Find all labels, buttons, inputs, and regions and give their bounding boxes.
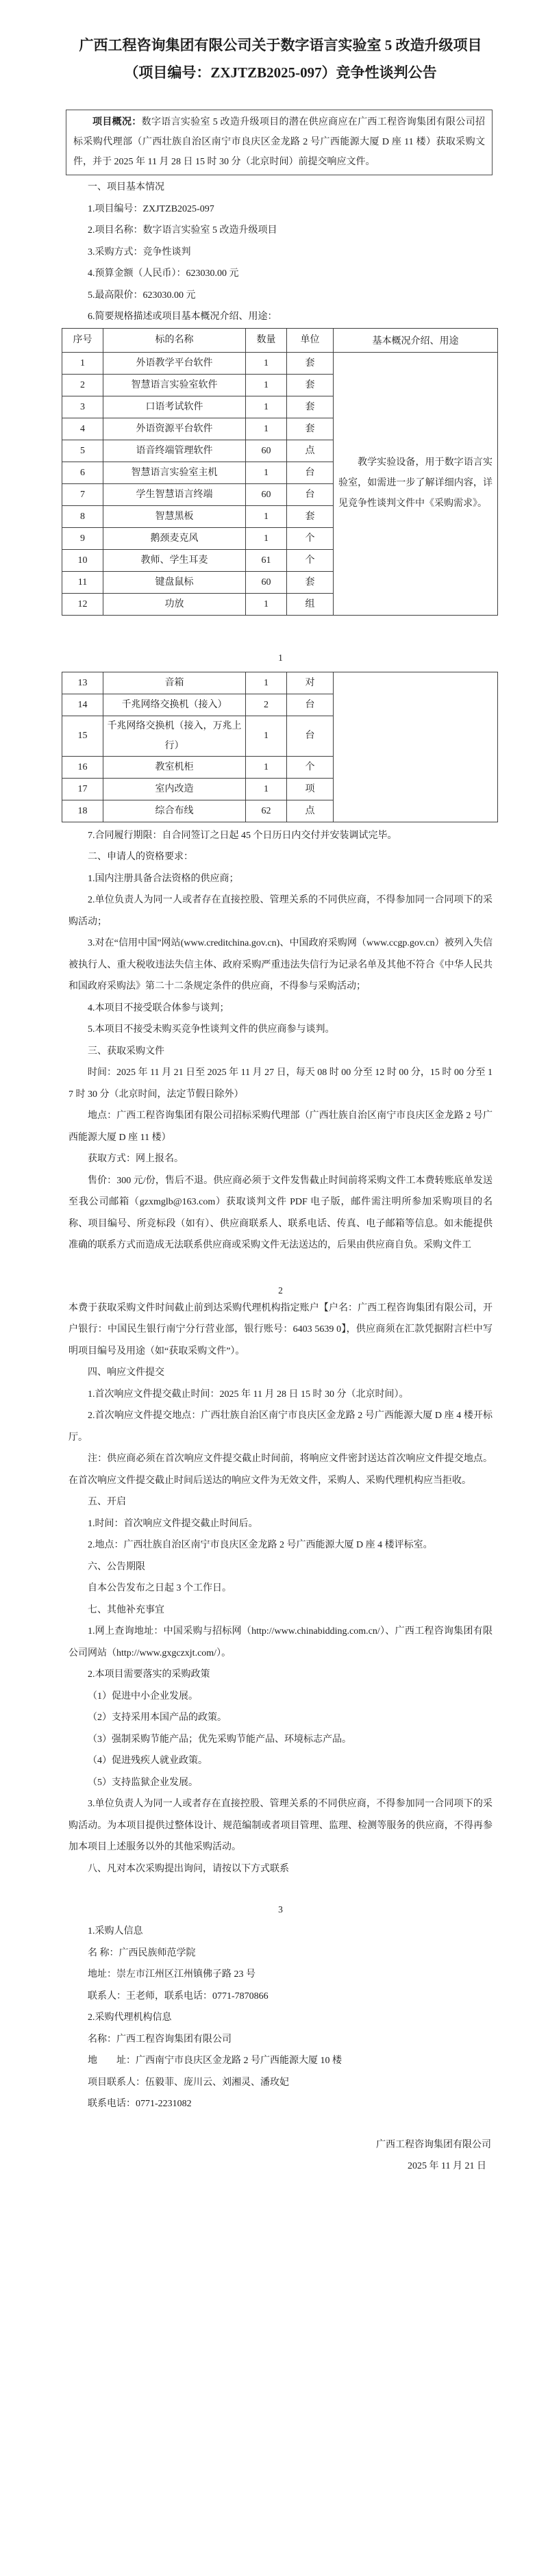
cell-unit: 台 <box>287 694 334 716</box>
header-qty: 数量 <box>246 328 287 352</box>
project-overview-box <box>66 110 493 175</box>
cell-seq: 14 <box>62 694 103 716</box>
cell-unit: 套 <box>287 396 334 418</box>
overview-text: 数字语言实验室 5 改造升级项目的潜在供应商应在广西工程咨询集团有限公司招标采购代理部（广西壮族自治区南宁市良庆区金龙路 2 号广西能源大厦 D 座 11 楼）获取采购文件，并于 2025 年 11 月 28 日 15 时 30 分（北京时间）前提交响应文件。 <box>73 117 485 167</box>
paragraph: 1.网上查询地址：中国采购与招标网（http://www.chinabidding.com.cn/）、广西工程咨询集团有限公司网站（http://www.gxgczxjt.com/）。 <box>68 1626 493 1658</box>
paragraph: 5.本项目不接受未购买竞争性谈判文件的供应商参与谈判。 <box>88 1024 335 1035</box>
cell-qty: 61 <box>246 549 287 571</box>
table-row <box>62 593 334 615</box>
cell-item-name: 音箱 <box>103 672 246 694</box>
paragraph: 注：供应商必须在首次响应文件提交截止时间前，将响应文件密封送达首次响应文件提交地点。在首次响应文件提交截止时间后送达的响应文件为无效文件，采购人、采购代理机构应当拒收。 <box>68 1454 493 1486</box>
cell-seq: 4 <box>62 418 103 440</box>
cell-item-name: 教室机柜 <box>103 756 246 778</box>
cell-item-name: 口语考试软件 <box>103 396 246 418</box>
summary-column-header: 基本概况介绍、用途 <box>334 329 497 353</box>
cell-qty: 60 <box>246 483 287 505</box>
summary-text: 教学实验设备，用于数字语言实验室，如需进一步了解详细内容，详见竞争性谈判文件中《采购需求》。 <box>338 457 493 509</box>
paragraph: 3.单位负责人为同一人或者存在直接控股、管理关系的不同供应商，不得参加同一合同项下的采购活动。为本项目提供过整体设计、规范编制或者项目管理、监理、检测等服务的供应商，不得再参加本项目上述服务以外的其他采购活动。 <box>68 1799 493 1852</box>
cell-item-name: 综合布线 <box>103 800 246 822</box>
paragraph: 2.本项目需要落实的采购政策 <box>88 1669 210 1680</box>
cell-unit: 个 <box>287 549 334 571</box>
cell-qty: 1 <box>246 756 287 778</box>
header-unit: 单位 <box>287 328 334 352</box>
cell-item-name: 外语教学平台软件 <box>103 352 246 374</box>
section-requirements-and-documents <box>68 825 493 1257</box>
cell-qty: 1 <box>246 716 287 756</box>
paragraph: 地址：崇左市江州区江州镇佛子路 23 号 <box>88 1969 256 1980</box>
paragraph: 八、凡对本次采购提出询问，请按以下方式联系 <box>88 1863 289 1874</box>
paragraph: 名称：广西工程咨询集团有限公司 <box>88 2034 232 2045</box>
cell-item-name: 智慧语言实验室主机 <box>103 462 246 483</box>
paragraph: 2.首次响应文件提交地点：广西壮族自治区南宁市良庆区金龙路 2 号广西能源大厦 D 座 4 楼开标厅。 <box>68 1411 493 1443</box>
cell-qty: 1 <box>246 462 287 483</box>
cell-qty: 1 <box>246 418 287 440</box>
paragraph: 联系电话：0771-2231082 <box>88 2099 192 2109</box>
paragraph: 本费于获取采购文件时间截止前到达采购代理机构指定账户【户名：广西工程咨询集团有限公司，开户银行：中国民生银行南宁分行营业部，银行账号：6403 5639 0】，供应商须在汇款凭据附言栏中写明项目编号及用途（如“获取采购文件”）。 <box>68 1302 493 1356</box>
paragraph: 2.单位负责人为同一人或者存在直接控股、管理关系的不同供应商，不得参加同一合同项下的采购活动； <box>68 895 493 927</box>
table-row <box>62 462 334 483</box>
cell-unit: 套 <box>287 418 334 440</box>
summary-column-continued <box>333 672 498 822</box>
title-line-1: 广西工程咨询集团有限公司关于数字语言实验室 5 改造升级项目 <box>79 37 482 53</box>
paragraph: 1.项目编号：ZXJTZB2025-097 <box>88 203 214 214</box>
cell-unit: 台 <box>287 716 334 756</box>
table-row <box>62 396 334 418</box>
paragraph: 三、获取采购文件 <box>88 1046 164 1057</box>
paragraph: 4.本项目不接受联合体参与谈判； <box>88 1002 229 1013</box>
cell-qty: 1 <box>246 672 287 694</box>
cell-qty: 1 <box>246 505 287 527</box>
paragraph: 地 址：广西南宁市良庆区金龙路 2 号广西能源大厦 10 楼 <box>88 2056 342 2066</box>
cell-item-name: 千兆网络交换机（接入，万兆上行） <box>103 716 246 756</box>
cell-unit: 个 <box>287 756 334 778</box>
cell-qty: 1 <box>246 374 287 396</box>
cell-unit: 套 <box>287 505 334 527</box>
table-row <box>62 505 334 527</box>
cell-unit: 个 <box>287 527 334 549</box>
cell-unit: 套 <box>287 352 334 374</box>
paragraph: 7.合同履行期限：自合同签订之日起 45 个日历日内交付并安装调试完毕。 <box>88 830 397 841</box>
paragraph: 3.对在“信用中国”网站(www.creditchina.gov.cn)、中国政府采购网（www.ccgp.gov.cn）被列入失信被执行人、重大税收违法失信主体、政府采购严重违法失信行为记录名单及其他不符合《中华人民共和国政府采购法》第二十二条规定条件的供应商，不得参与采购活动； <box>68 938 493 992</box>
table-row <box>62 672 334 694</box>
cell-item-name: 教师、学生耳麦 <box>103 549 246 571</box>
paragraph: 五、开启 <box>88 1497 126 1507</box>
paragraph: 一、项目基本情况 <box>88 182 164 192</box>
paragraph: 4.预算金额（人民币）：623030.00 元 <box>88 268 239 279</box>
paragraph: 获取方式：网上报名。 <box>88 1154 184 1164</box>
table-row <box>62 352 334 374</box>
paragraph: 二、申请人的资格要求： <box>88 852 193 862</box>
items-table-part-1 <box>62 328 498 616</box>
cell-item-name: 智慧黑板 <box>103 505 246 527</box>
cell-item-name: 千兆网络交换机（接入） <box>103 694 246 716</box>
cell-unit: 对 <box>287 672 334 694</box>
cell-qty: 60 <box>246 440 287 462</box>
paragraph: 2.地点：广西壮族自治区南宁市良庆区金龙路 2 号广西能源大厦 D 座 4 楼评标室。 <box>88 1540 433 1550</box>
table-row <box>62 483 334 505</box>
cell-seq: 8 <box>62 505 103 527</box>
cell-qty: 1 <box>246 778 287 800</box>
cell-seq: 17 <box>62 778 103 800</box>
cell-unit: 套 <box>287 571 334 593</box>
cell-item-name: 室内改造 <box>103 778 246 800</box>
header-seq: 序号 <box>62 328 103 352</box>
table-row <box>62 374 334 396</box>
cell-unit: 台 <box>287 483 334 505</box>
paragraph: 六、公告期限 <box>88 1561 145 1572</box>
table-row <box>62 778 334 800</box>
paragraph: 地点：广西工程咨询集团有限公司招标采购代理部（广西壮族自治区南宁市良庆区金龙路 2 号广西能源大厦 D 座 11 楼） <box>68 1111 493 1143</box>
paragraph: （5）支持监狱企业发展。 <box>88 1777 198 1788</box>
section-contacts <box>68 1921 493 2115</box>
table-row <box>62 549 334 571</box>
cell-seq: 6 <box>62 462 103 483</box>
cell-seq: 9 <box>62 527 103 549</box>
page-number-3: 3 <box>278 1904 283 1915</box>
paragraph: 名 称：广西民族师范学院 <box>88 1947 196 1958</box>
table-row <box>62 527 334 549</box>
cell-seq: 11 <box>62 571 103 593</box>
cell-unit: 点 <box>287 800 334 822</box>
cell-qty: 62 <box>246 800 287 822</box>
paragraph: 1.国内注册具备合法资格的供应商； <box>88 873 239 884</box>
cell-qty: 60 <box>246 571 287 593</box>
table-row <box>62 716 334 756</box>
paragraph: 七、其他补充事宜 <box>88 1604 164 1615</box>
cell-qty: 1 <box>246 527 287 549</box>
cell-seq: 2 <box>62 374 103 396</box>
cell-unit: 台 <box>287 462 334 483</box>
cell-item-name: 智慧语言实验室软件 <box>103 374 246 396</box>
cell-unit: 点 <box>287 440 334 462</box>
cell-item-name: 功放 <box>103 593 246 615</box>
cell-unit: 组 <box>287 593 334 615</box>
items-table-part-2 <box>62 672 498 822</box>
table-row <box>62 571 334 593</box>
section-basic-info <box>68 177 493 328</box>
paragraph: 四、响应文件提交 <box>88 1367 164 1378</box>
cell-qty: 2 <box>246 694 287 716</box>
signature-company: 广西工程咨询集团有限公司 <box>376 2139 491 2150</box>
cell-seq: 5 <box>62 440 103 462</box>
paragraph: 6.简要规格描述或项目基本概况介绍、用途： <box>88 312 277 322</box>
cell-seq: 3 <box>62 396 103 418</box>
summary-column <box>333 328 498 616</box>
cell-seq: 10 <box>62 549 103 571</box>
paragraph: 3.采购方式：竞争性谈判 <box>88 247 191 257</box>
items-table-left-1 <box>62 328 334 616</box>
paragraph: （2）支持采用本国产品的政策。 <box>88 1713 227 1723</box>
page-number-2: 2 <box>278 1285 283 1296</box>
table-row <box>62 756 334 778</box>
section-submission-and-policies <box>68 1298 493 1880</box>
paragraph: 2.项目名称：数字语言实验室 5 改造升级项目 <box>88 225 277 236</box>
paragraph: 1.采购人信息 <box>88 1926 143 1936</box>
cell-qty: 1 <box>246 593 287 615</box>
summary-column-body <box>334 353 497 615</box>
paragraph: 5.最高限价：623030.00 元 <box>88 290 196 301</box>
cell-item-name: 鹅颈麦克风 <box>103 527 246 549</box>
cell-item-name: 键盘鼠标 <box>103 571 246 593</box>
paragraph: 项目联系人：伍毅菲、庞川云、刘湘灵、潘玫妃 <box>88 2077 289 2088</box>
cell-unit: 套 <box>287 374 334 396</box>
table-header-row <box>62 328 334 352</box>
cell-item-name: 外语资源平台软件 <box>103 418 246 440</box>
signature-date: 2025 年 11 月 21 日 <box>408 2161 486 2171</box>
paragraph: 联系人：王老师，联系电话：0771-7870866 <box>88 1991 269 2002</box>
cell-seq: 7 <box>62 483 103 505</box>
cell-item-name: 学生智慧语言终端 <box>103 483 246 505</box>
cell-seq: 16 <box>62 756 103 778</box>
table-row <box>62 418 334 440</box>
header-item-name: 标的名称 <box>103 328 246 352</box>
title-line-2: （项目编号：ZXJTZB2025-097）竞争性谈判公告 <box>124 64 437 81</box>
page-number-1: 1 <box>278 652 283 663</box>
signature-block <box>68 2134 493 2177</box>
table-row <box>62 800 334 822</box>
paragraph: 1.首次响应文件提交截止时间：2025 年 11 月 28 日 15 时 30 分（北京时间）。 <box>88 1389 409 1400</box>
paragraph: 1.时间：首次响应文件提交截止时间后。 <box>88 1518 258 1529</box>
table-row <box>62 440 334 462</box>
cell-seq: 12 <box>62 593 103 615</box>
cell-item-name: 语音终端管理软件 <box>103 440 246 462</box>
paragraph: 2.采购代理机构信息 <box>88 2012 172 2023</box>
paragraph: （3）强制采购节能产品；优先采购节能产品、环境标志产品。 <box>88 1734 351 1745</box>
cell-seq: 13 <box>62 672 103 694</box>
paragraph: （4）促进残疾人就业政策。 <box>88 1756 208 1766</box>
table-row <box>62 694 334 716</box>
paragraph: （1）促进中小企业发展。 <box>88 1691 198 1702</box>
cell-qty: 1 <box>246 352 287 374</box>
cell-qty: 1 <box>246 396 287 418</box>
project-overview-paragraph <box>73 112 485 172</box>
document-title <box>68 0 493 86</box>
cell-seq: 1 <box>62 352 103 374</box>
overview-label: 项目概况： <box>92 117 142 127</box>
cell-seq: 18 <box>62 800 103 822</box>
cell-seq: 15 <box>62 716 103 756</box>
paragraph: 自本公告发布之日起 3 个工作日。 <box>88 1583 232 1593</box>
paragraph: 售价：300 元/份，售后不退。供应商必须于文件发售截止时间前将采购文件工本费转账底单发送至我公司邮箱（gzxmglb@163.com）获取谈判文件 PDF 电子版，邮件需注明所参加采购项目的名称、项目编号、所竞标段（如有）、供应商联系人、联系电话、传真、电子邮箱等信息。如未能提供准确的联系方式而造成无法联系供应商或采购文件无法送达的，后果由供应商自负。采购文件工 <box>68 1175 493 1250</box>
cell-unit: 项 <box>287 778 334 800</box>
items-table-left-2 <box>62 672 334 822</box>
paragraph: 时间：2025 年 11 月 21 日至 2025 年 11 月 27 日，每天 08 时 00 分至 12 时 00 分，15 时 00 分至 17 时 30 分（北京时间，法定节假日除外） <box>68 1068 493 1100</box>
